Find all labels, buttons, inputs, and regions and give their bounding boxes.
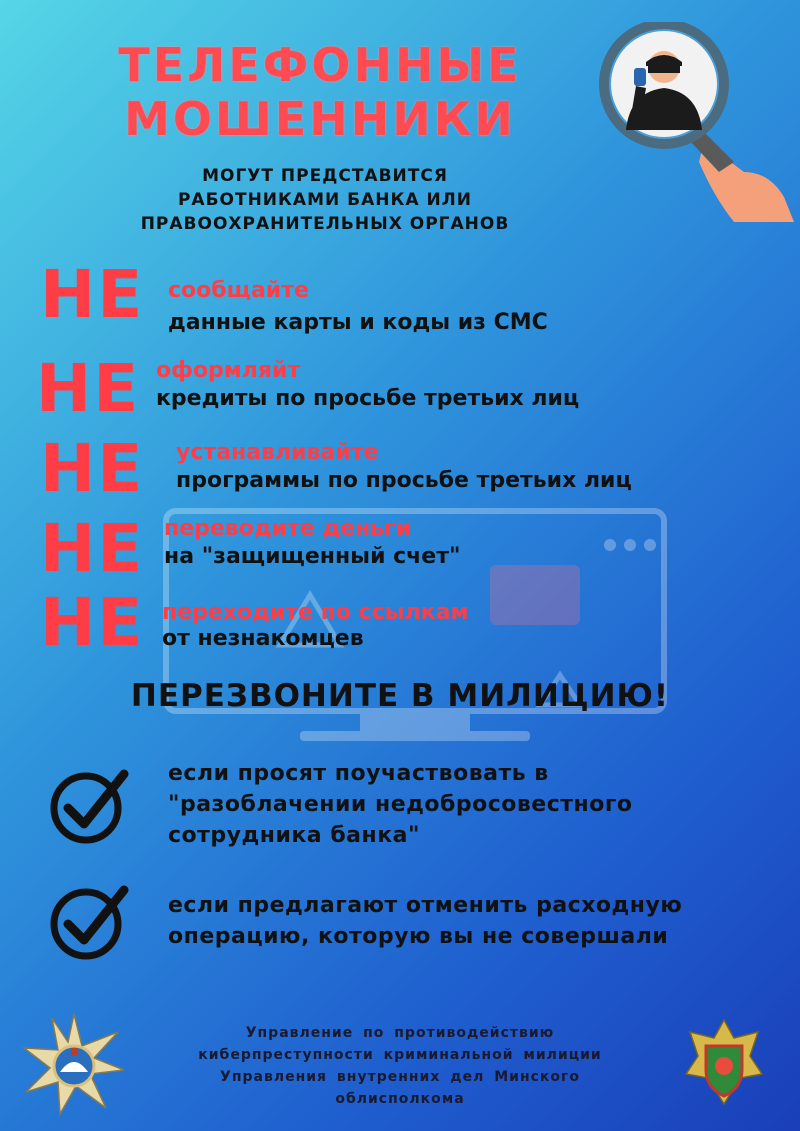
rule-ne-1: НЕ <box>40 256 145 333</box>
checkmark-circle-icon <box>46 880 130 964</box>
check-item-1-line-3: сотрудника банка" <box>168 823 420 848</box>
shield-emblem-icon <box>684 1018 764 1108</box>
poster-title <box>40 38 600 146</box>
footer-line-1: Управление по противодействию <box>245 1025 555 1041</box>
footer-line-3: Управления внутренних дел Минского <box>220 1069 580 1085</box>
check-item-1 <box>168 758 788 851</box>
police-star-emblem-icon <box>22 1012 126 1116</box>
rule-ne-4: НЕ <box>40 510 145 587</box>
rule-verb-2: оформляйт <box>156 358 301 383</box>
rule-object-2: кредиты по просьбе третьих лиц <box>156 386 580 411</box>
rule-ne-3: НЕ <box>40 430 145 507</box>
subtitle <box>40 164 610 236</box>
rule-verb-3: устанавливайте <box>176 440 379 465</box>
footer-line-4: облисполкома <box>335 1091 465 1107</box>
footer-organization <box>160 1022 640 1110</box>
rule-object-3: программы по просьбе третьих лиц <box>176 468 632 493</box>
footer-line-2: киберпреступности криминальной милиции <box>198 1047 602 1063</box>
rule-verb-5: переходите по ссылкам <box>162 600 469 625</box>
magnifier-fraudster-icon <box>594 22 794 222</box>
title-line-2: МОШЕННИКИ <box>124 92 516 146</box>
check-item-2 <box>168 890 788 952</box>
title-line-1: ТЕЛЕФОННЫЕ <box>118 38 522 92</box>
check-item-2-line-1: если предлагают отменить расходную <box>168 893 683 918</box>
call-to-action: ПЕРЕЗВОНИТЕ В МИЛИЦИЮ! <box>130 678 670 714</box>
subtitle-line-2: РАБОТНИКАМИ БАНКА ИЛИ <box>177 190 473 210</box>
rule-object-4: на "защищенный счет" <box>164 544 461 569</box>
subtitle-line-1: МОГУТ ПРЕДСТАВИТСЯ <box>202 166 448 186</box>
rule-ne-5: НЕ <box>40 584 145 661</box>
rule-object-1: данные карты и коды из СМС <box>168 310 548 335</box>
check-item-1-line-1: если просят поучаствовать в <box>168 761 549 786</box>
subtitle-line-3: ПРАВООХРАНИТЕЛЬНЫХ ОРГАНОВ <box>140 214 510 234</box>
rule-verb-1: сообщайте <box>168 278 309 303</box>
checkmark-circle-icon <box>46 764 130 848</box>
check-item-1-line-2: "разоблачении недобросовестного <box>168 792 633 817</box>
rule-verb-4: переводите деньги <box>164 516 412 541</box>
check-item-2-line-2: операцию, которую вы не совершали <box>168 924 669 949</box>
rule-object-5: от незнакомцев <box>162 626 364 651</box>
rule-ne-2: НЕ <box>36 350 141 427</box>
